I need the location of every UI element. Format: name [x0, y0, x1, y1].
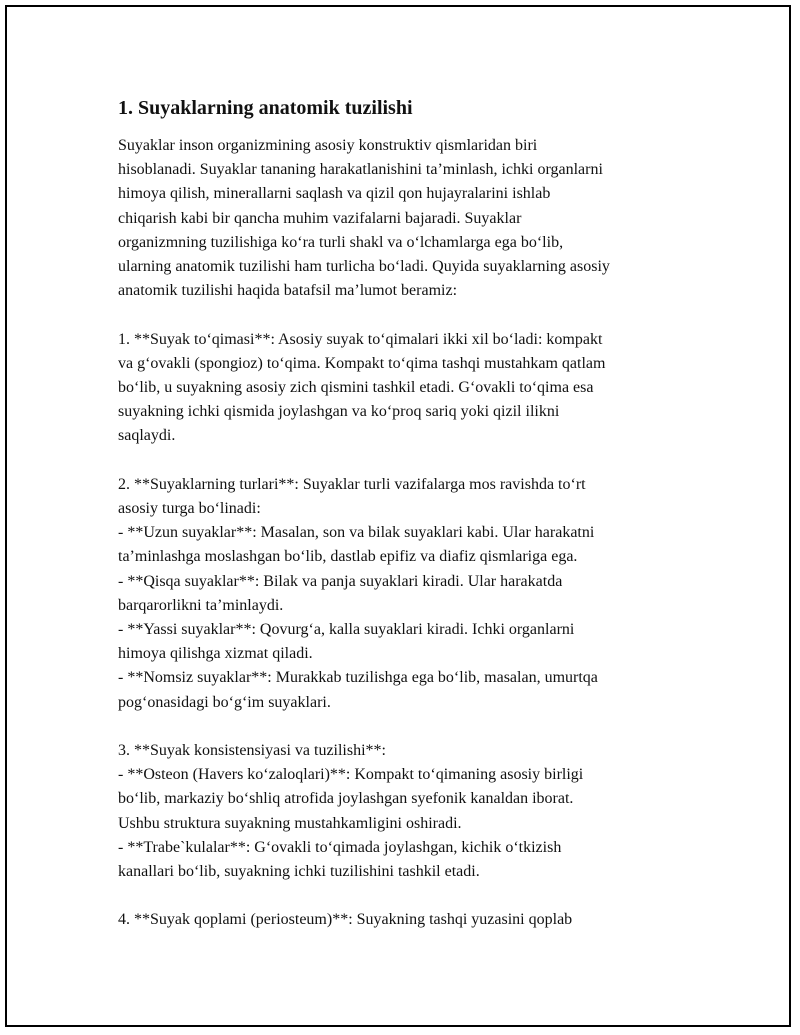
document-body — [118, 96, 698, 933]
item-2-bone-types: 2. **Suyaklarning turlari**: Suyaklar turli vazifalarga mos ravishda toʻrt asosiy turga boʻlinadi: - **Uzun suyaklar**: Masalan, son va bilak suyaklari kabi. Ular harakatni ta’minlashga moslashgan boʻlib, dastlab epifiz va diafiz qismlariga ega. - **Qisqa suyaklar**: Bilak va panja suyaklari kiradi. Ular harakatda barqarorlikni ta’minlaydi. - **Yassi suyaklar**: Qovurgʻa, kalla suyaklari kiradi. Ichki organlarni himoya qilishga xizmat qiladi. - **Nomsiz suyaklar**: Murakkab tuzilishga ega boʻlib, masalan, umurtqa pogʻonasidagi boʻgʻim suyaklari. — [118, 475, 598, 711]
item-1-bone-tissue: 1. **Suyak toʻqimasi**: Asosiy suyak toʻqimalari ikki xil boʻladi: kompakt va gʻovakli (spongioz) toʻqima. Kompakt toʻqima tashqi mustahkam qatlam boʻlib, u suyakning asosiy zich qismini tashkil etadi. Gʻovakli toʻqima esa suyakning ichki qismida joylashgan va koʻproq sariq yoki qizil ilikni saqlaydi. — [118, 330, 606, 445]
section-heading: 1. Suyaklarning anatomik tuzilishi — [118, 97, 413, 119]
paragraph-gap — [118, 449, 698, 473]
paragraph-gap — [118, 303, 698, 327]
item-4-periosteum: 4. **Suyak qoplami (periosteum)**: Suyakning tashqi yuzasini qoplab — [118, 911, 573, 929]
intro-paragraph: Suyaklar inson organizmining asosiy konstruktiv qismlaridan biri hisoblanadi. Suyaklar tananing harakatlanishini ta’minlash, ichki organlarni himoya qilish, minerallarni saqlash va qizil qon hujayralarini ishlab chiqarish kabi bir qancha muhim vazifalarni bajaradi. Suyaklar organizmning tuzilishiga koʻra turli shakl va oʻlchamlarga ega boʻlib, ularning anatomik tuzilishi ham turlicha boʻladi. Quyida suyaklarning asosiy anatomik tuzilishi haqida batafsil ma’lumot beramiz: — [118, 137, 610, 300]
paragraph-gap — [118, 884, 698, 908]
paragraph-gap — [118, 715, 698, 739]
item-3-bone-structure: 3. **Suyak konsistensiyasi va tuzilishi**: - **Osteon (Havers koʻzaloqlari)**: Kompakt toʻqimaning asosiy birligi boʻlib, markaziy boʻshliq atrofida joylashgan syefonik kanaldan iborat. Ushbu struktura suyakning mustahkamligini oshiradi. - **Trabe`kulalar**: Gʻovakli toʻqimada joylashgan, kichik oʻtkizish kanallari boʻlib, suyakning ichki tuzilishini tashkil etadi. — [118, 742, 584, 881]
